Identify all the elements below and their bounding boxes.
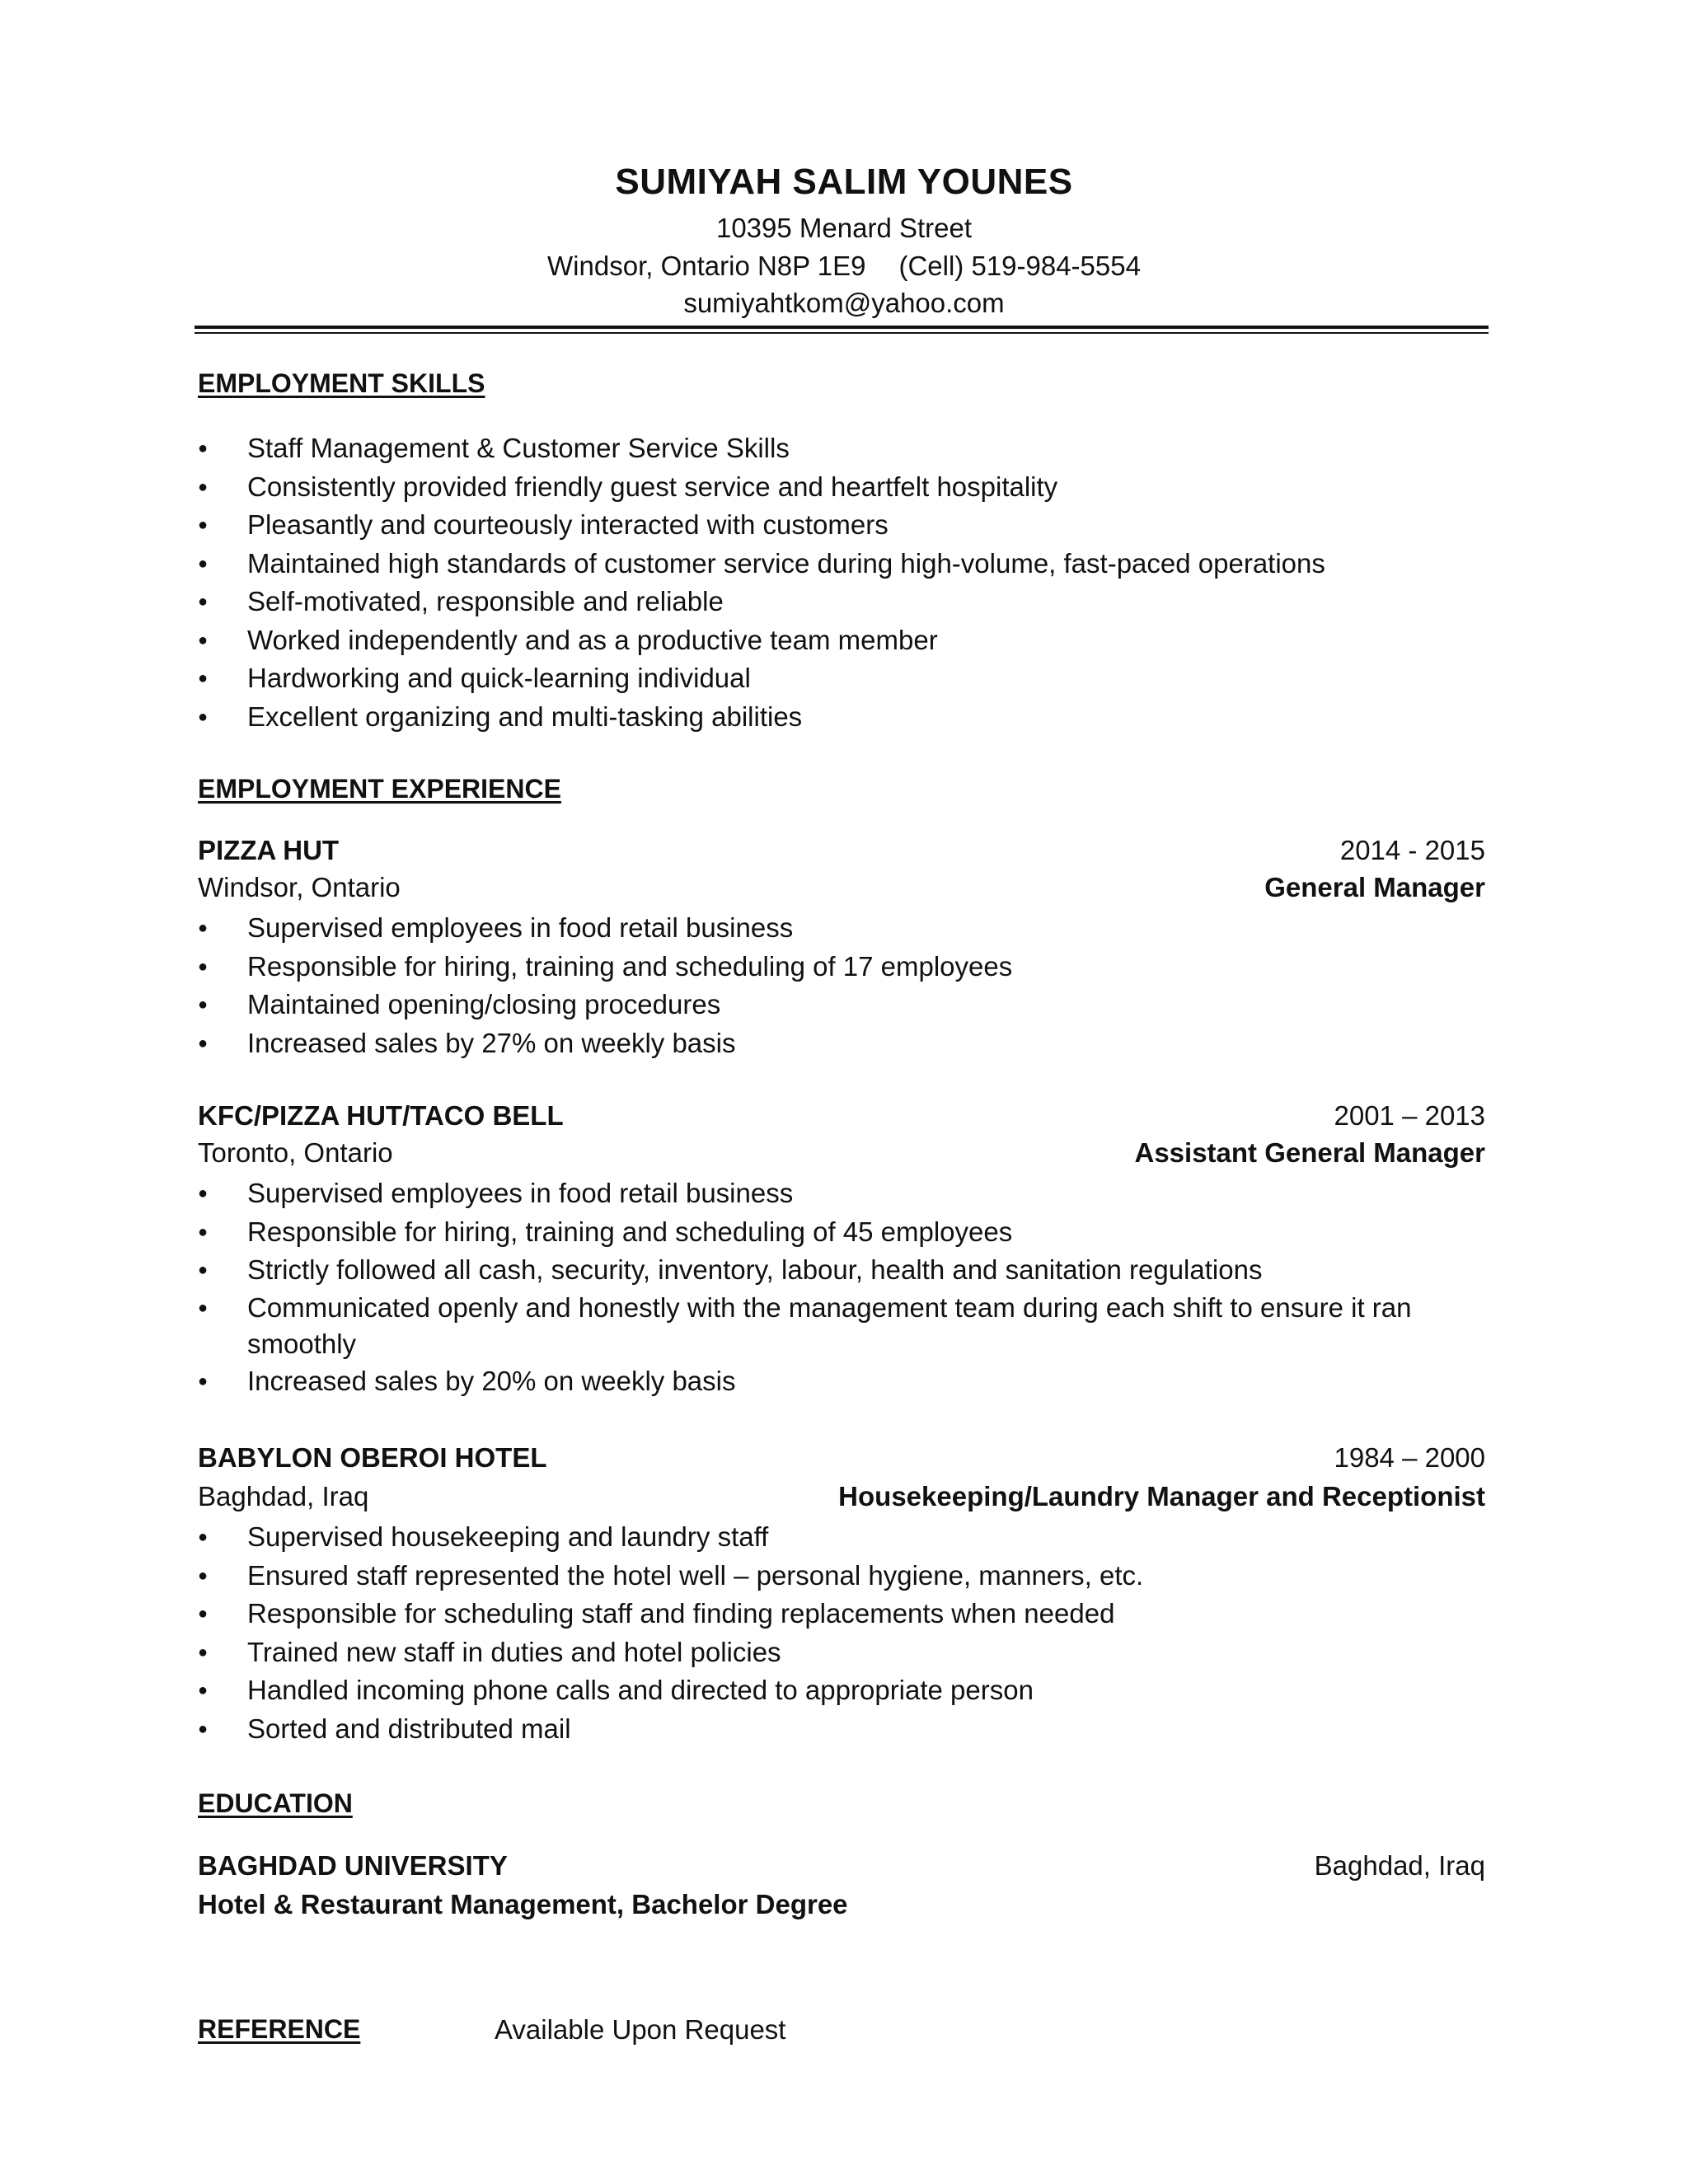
degree: Hotel & Restaurant Management, Bachelor Degree [198,1889,848,1919]
list-item: ● Increased sales by 20% on weekly basis [198,1362,1500,1401]
list-item: ● Worked independently and as a productive team member [198,621,1500,660]
list-item: ● Maintained high standards of customer service during high-volume, fast-paced operations [198,545,1500,583]
phone-number: (Cell) 519-984-5554 [898,251,1141,281]
job-title: General Manager [1264,872,1485,902]
job-dates: 2001 – 2013 [1334,1100,1485,1131]
list-item: ● Trained new staff in duties and hotel policies [198,1633,1500,1672]
list-item: ● Supervised employees in food retail business [198,1174,1500,1213]
list-item: ● Increased sales by 27% on weekly basis [198,1024,1500,1063]
job-bullets [198,1518,1500,1748]
education-header [198,1850,1485,1882]
job-header [198,835,1485,866]
job-bullets [198,909,1500,1062]
education-heading: EDUCATION [198,1788,353,1818]
list-item: ● Handled incoming phone calls and directed to appropriate person [198,1671,1500,1710]
list-item: ● Strictly followed all cash, security, inventory, labour, health and sanitation regulations [198,1251,1500,1290]
job-title: Housekeeping/Laundry Manager and Receptionist [838,1481,1485,1511]
job-location: Toronto, Ontario [198,1137,393,1168]
list-item: ● Hardworking and quick-learning individual [198,659,1500,698]
company-name: KFC/PIZZA HUT/TACO BELL [198,1100,564,1131]
list-item: ● Sorted and distributed mail [198,1710,1500,1749]
job-bullets [198,1174,1500,1400]
header-divider-thin [195,332,1489,334]
skills-heading: EMPLOYMENT SKILLS [198,368,485,398]
list-item: ● Maintained opening/closing procedures [198,986,1500,1024]
job-dates: 1984 – 2000 [1334,1442,1485,1473]
city-postal: Windsor, Ontario N8P 1E9 [547,251,866,281]
list-item: ● Responsible for scheduling staff and finding replacements when needed [198,1595,1500,1633]
list-item: ● Ensured staff represented the hotel well – personal hygiene, manners, etc. [198,1557,1500,1596]
list-item: ● Pleasantly and courteously interacted with customers [198,506,1500,545]
company-name: BABYLON OBEROI HOTEL [198,1442,547,1473]
skills-list [198,429,1500,736]
job-subheader [198,1481,1485,1512]
reference-row [198,2014,360,2045]
job-title: Assistant General Manager [1134,1137,1485,1168]
job-header [198,1442,1485,1474]
job-subheader [198,1137,1485,1169]
applicant-name: SUMIYAH SALIM YOUNES [615,162,1073,202]
list-item: ● Responsible for hiring, training and scheduling of 17 employees [198,948,1500,987]
company-name: PIZZA HUT [198,835,340,865]
job-dates: 2014 - 2015 [1339,835,1485,865]
degree-line [198,1889,1485,1920]
list-item: ● Staff Management & Customer Service Skills [198,429,1500,468]
list-item: ● Responsible for hiring, training and scheduling of 45 employees [198,1213,1500,1252]
email-address: sumiyahtkom@yahoo.com [683,288,1005,318]
reference-heading: REFERENCE [198,2014,361,2044]
job-subheader [198,872,1485,903]
reference-value: Available Upon Request [495,2014,786,2045]
school-location: Baghdad, Iraq [1314,1850,1485,1881]
list-item: ● Supervised housekeeping and laundry staff [198,1518,1500,1557]
job-header [198,1100,1485,1132]
header-divider-thick [195,326,1489,329]
street-address: 10395 Menard Street [715,213,973,243]
list-item: ● Communicated openly and honestly with the management team during each shift to ensure it ran smoothly [198,1290,1500,1362]
job-location: Baghdad, Iraq [198,1481,369,1511]
list-item: ● Consistently provided friendly guest service and heartfelt hospitality [198,468,1500,507]
job-location: Windsor, Ontario [198,872,401,902]
list-item: ● Supervised employees in food retail business [198,909,1500,948]
city-phone-line [0,251,1688,282]
list-item: ● Excellent organizing and multi-tasking abilities [198,698,1500,737]
school-name: BAGHDAD UNIVERSITY [198,1850,508,1881]
list-item: ● Self-motivated, responsible and reliable [198,583,1500,621]
experience-heading: EMPLOYMENT EXPERIENCE [198,774,561,804]
